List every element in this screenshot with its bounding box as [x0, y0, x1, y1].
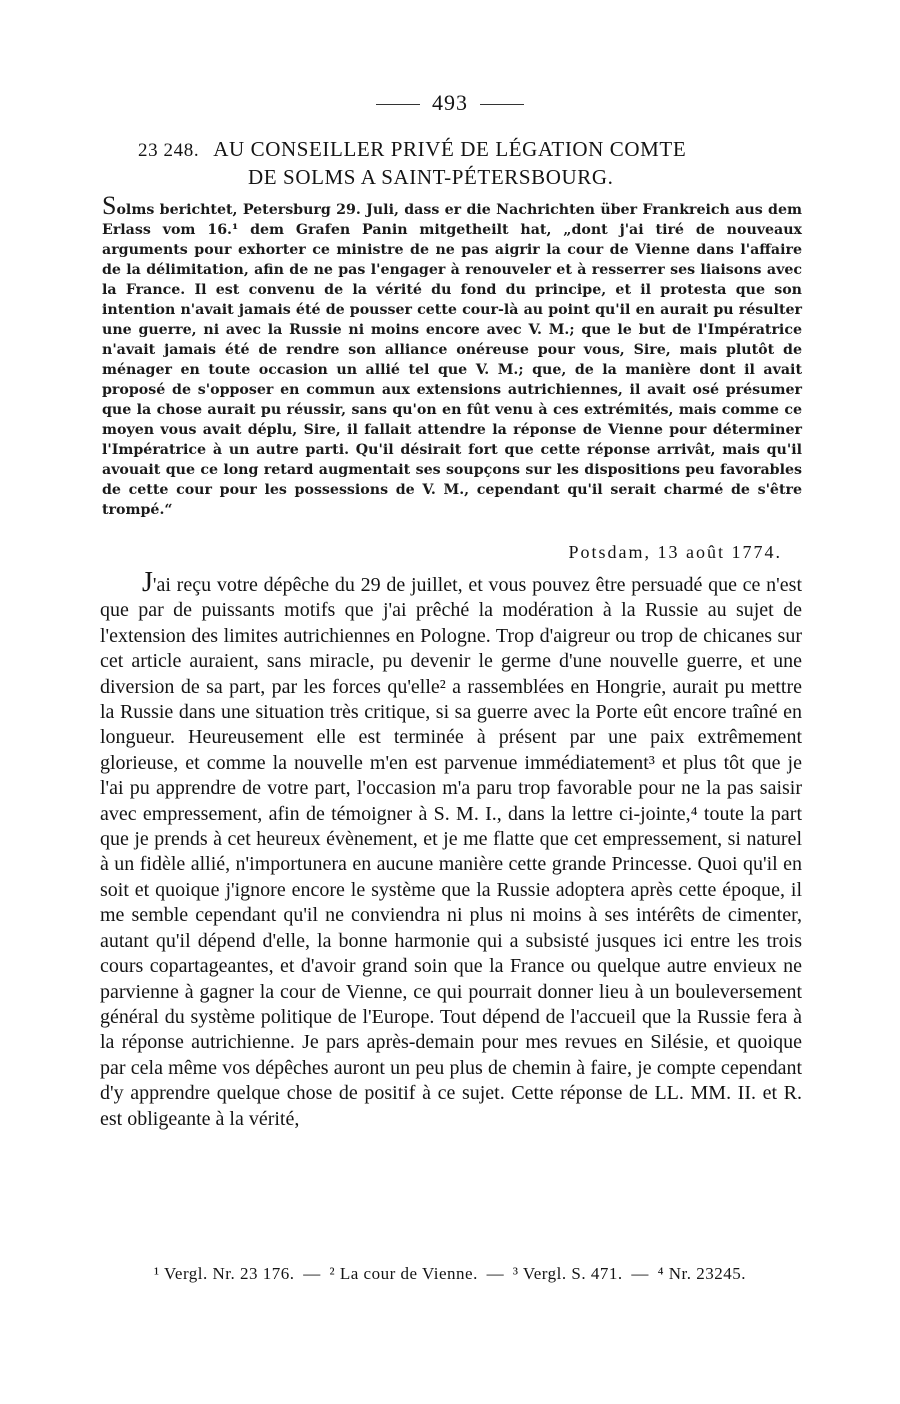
footnotes	[0, 1264, 900, 1284]
letter-title-line2: DE SOLMS A SAINT-PÉTERSBOURG.	[248, 165, 614, 189]
body-dropcap: J	[142, 567, 153, 598]
header-rule-right	[480, 104, 524, 105]
letter-body	[100, 567, 802, 1132]
footnote-separator: —	[631, 1264, 649, 1283]
header-rule-left	[376, 104, 420, 105]
footnote-separator: —	[486, 1264, 505, 1283]
letter-title-line1: AU CONSEILLER PRIVÉ DE LÉGATION COMTE	[213, 137, 687, 161]
footnote-2: ² La cour de Vienne.	[329, 1264, 478, 1283]
letter-number: 23 248.	[138, 140, 200, 161]
summary-paragraph	[102, 191, 802, 520]
page-header	[0, 90, 900, 116]
dateline: Potsdam, 13 août 1774.	[568, 542, 782, 562]
footnote-separator: —	[303, 1264, 321, 1283]
footnote-4: ⁴ Nr. 23245.	[657, 1264, 747, 1283]
footnote-1: ¹ Vergl. Nr. 23 176.	[153, 1264, 295, 1283]
summary-text: olms berichtet, Petersburg 29. Juli, dass er die Nachrichten über Frankreich aus dem Erlass vom 16.¹ dem Grafen Panin mitgetheilt hat, „dont j'ai tiré de nouveaux arguments pour exhorter ce ministre de ne pas aigrir la cour de Vienne dans l'affaire de la délimitation, afin de ne pas l'engager à renouveler et à resserrer ses liaisons avec la France. Il est convenu de la vérité du fond du principe, et il protesta que son intention n'avait jamais été de pousser cette cour-là au point qu'il en aurait pu résulter une guerre, ni avec la Russie ni moins encore avec V. M.; que le but de l'Impératrice n'avait jamais été de rendre son alliance onéreuse pour vous, Sire, mais plutôt de ménager en toute occasion un allié tel que V. M.; que, de la manière dont il avait proposé de s'opposer en commun aux extensions autrichiennes, il avait osé présumer que la chose aurait pu réussir, sans qu'on en fût venu à ces extrémités, mais comme ce moyen vous avait déplu, Sire, il fallait attendre la réponse de Vienne pour déterminer l'Impératrice à un autre parti. Qu'il désirait fort que cette réponse arrivât, mais qu'il avouait que ce long retard augmentait ses soupçons sur les dispositions peu favorables de cette cour pour les possessions de V. M., cependant qu'il serait charmé de s'être trompé.“	[102, 202, 802, 518]
summary-dropcap: S	[102, 191, 117, 220]
letter-heading	[138, 136, 798, 190]
footnote-3: ³ Vergl. S. 471.	[512, 1264, 623, 1283]
page-number: 493	[432, 90, 468, 115]
body-text: 'ai reçu votre dépêche du 29 de juillet, et vous pouvez être persuadé que ce n'est que par de puissants motifs que j'ai prêché la modération à la Russie au sujet de l'extension des limites autrichiennes en Pologne. Trop d'aigreur ou trop de chicanes sur cet article auraient, sans miracle, pu devenir le germe d'une nouvelle guerre, et une diversion de sa part, par les forces qu'elle² a rassemblées en Hongrie, aurait pu mettre la Russie dans une situation très critique, si sa guerre avec la Porte eût encore traîné en longueur. Heureusement elle est terminée à présent par une paix extrêmement glorieuse, et comme la nouvelle m'en est parvenue immédiatement³ et plus tôt que je l'ai pu apprendre de votre part, l'occasion m'a paru trop favorable pour ne la pas saisir avec empressement, afin de témoigner à S. M. I., dans la lettre ci-jointe,⁴ toute la part que je prends à cet heureux évènement, et je me flatte que cet empressement, si naturel à un fidèle allié, n'importunera en aucune manière cette grande Princesse. Quoi qu'il en soit et quoique j'ignore encore le système que la Russie adoptera après cette époque, il me semble cependant qu'il ne conviendra ni plus ni moins à ses intérêts de cimenter, autant qu'il dépend d'elle, la bonne harmonie qui a subsisté jusques ici entre les trois cours copartageantes, et d'avoir grand soin que la France ou quelque autre envieux ne parvienne à gagner la cour de Vienne, ce qui pourrait donner lieu à un bouleversement général du système politique de l'Europe. Tout dépend de l'accueil que la Russie fera à la réponse autrichienne. Je pars après-demain pour mes revues en Silésie, et quoique par cela même vos dépêches auront un peu plus de chemin à faire, je compte cependant d'y apprendre quelque chose de positif à ce sujet. Cette réponse de LL. MM. II. et R. est obligeante à la vérité,	[100, 574, 802, 1130]
